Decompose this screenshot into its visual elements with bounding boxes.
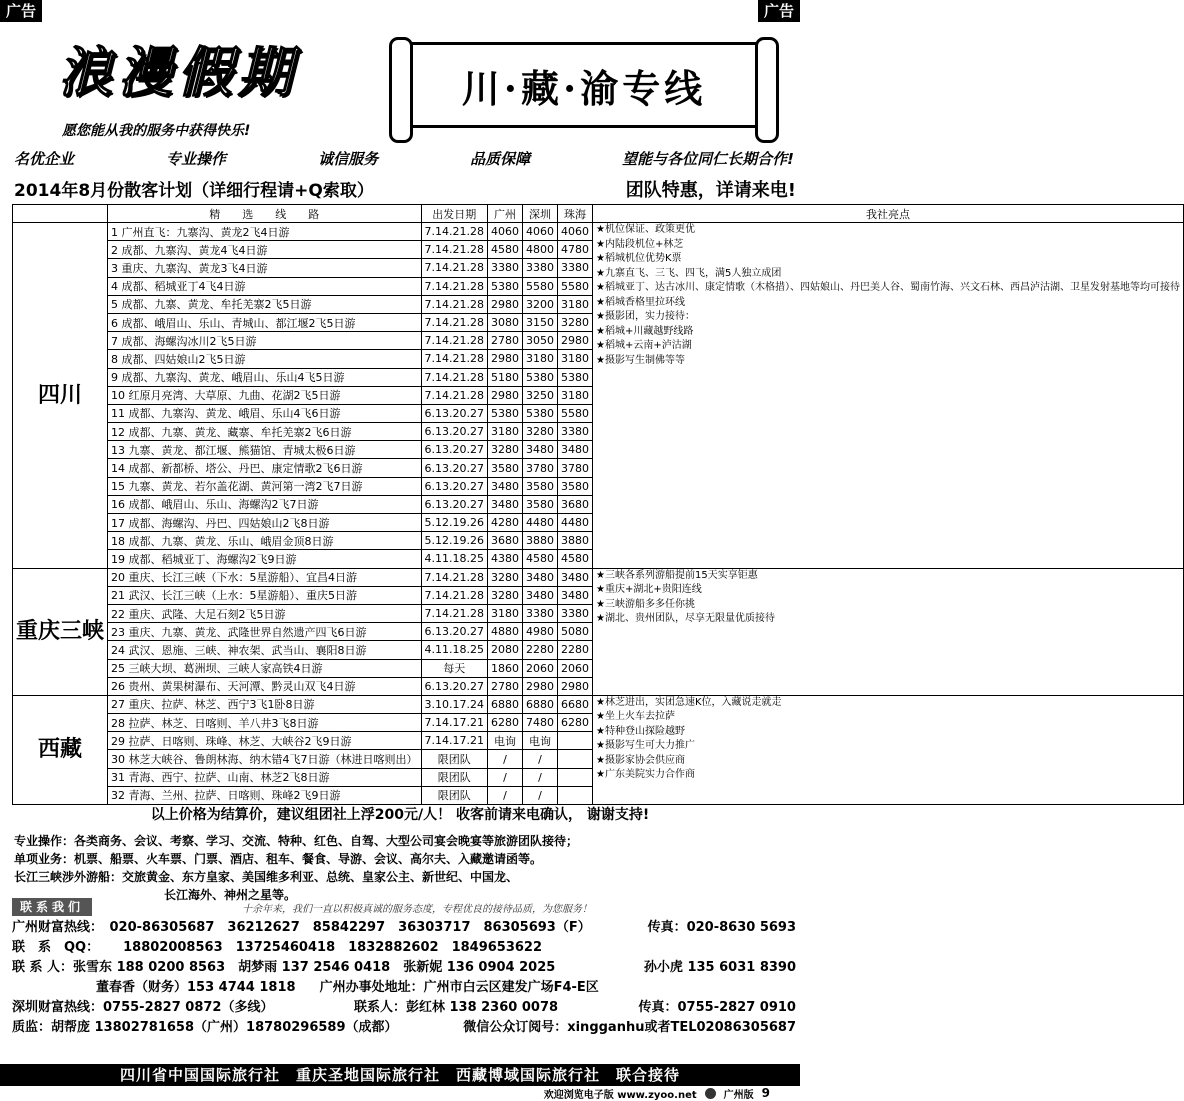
contact-people-2: 孙小虎 135 6031 8390 (643, 960, 796, 975)
gz-cell: 3280 (488, 586, 523, 604)
zh-cell: 3480 (558, 586, 593, 604)
footer-edition: 广州版 (723, 1089, 754, 1101)
hotline: 广州财富热线： 020-86305687 36212627 85842297 36303717 86305693（F） (12, 920, 591, 935)
date-cell: 7.14.21.28 (421, 223, 487, 241)
date-cell: 6.13.20.27 (421, 495, 487, 513)
sz-cell: 2980 (523, 677, 558, 695)
brand-logo: 浪漫假期 (58, 40, 298, 104)
highlight-item: ★稻城亚丁、达古冰川、康定情歌（木格措）、四姑娘山、丹巴美人谷、蜀南竹海、兴文石林、西昌泸沽湖、卫星发射基地等均可接待 (596, 282, 1180, 293)
footer-logo-icon (705, 1088, 716, 1099)
zh-cell: 3480 (558, 568, 593, 586)
zh-cell: 5580 (558, 404, 593, 422)
zh-cell: 6680 (558, 695, 593, 713)
sz-cell: 7480 (523, 714, 558, 732)
business-professional: 专业操作：各类商务、会议、考察、学习、交流、特种、红色、自驾、大型公司宴会晚宴等旅游团队接待； (14, 834, 579, 848)
group-header (13, 205, 108, 223)
highlight-item: ★机位保证、政策更优 (596, 224, 695, 235)
sz-hotline: 深圳财富热线：0755-2827 0872（多线） (12, 1000, 274, 1015)
highlight-item: ★特种登山探险越野 (596, 725, 685, 737)
zh-cell (558, 768, 593, 786)
zh-cell: 3680 (558, 495, 593, 513)
table-row (13, 568, 1184, 586)
sz-cell: 3250 (523, 386, 558, 404)
date-cell: 7.14.21.28 (421, 241, 487, 259)
gz-cell: 3580 (488, 459, 523, 477)
sz-cell: 3780 (523, 459, 558, 477)
sz-cell: 4800 (523, 241, 558, 259)
sz-cell: 5380 (523, 368, 558, 386)
gz-cell: 3180 (488, 604, 523, 622)
date-cell: 5.12.19.26 (421, 532, 487, 550)
feature-list (14, 148, 794, 169)
zh-cell: 3180 (558, 386, 593, 404)
sz-cell: 3480 (523, 586, 558, 604)
date-cell: 每天 (421, 659, 487, 677)
highlight-item: ★湖北、贵州团队，尽享无限量优质接待 (596, 613, 775, 625)
gz-cell: 3480 (488, 477, 523, 495)
date-cell: 7.14.21.28 (421, 350, 487, 368)
gz-header: 广州 (488, 205, 523, 223)
gz-cell: 2080 (488, 641, 523, 659)
sz-header: 深圳 (523, 205, 558, 223)
date-cell: 4.11.18.25 (421, 641, 487, 659)
table-row (13, 223, 1184, 241)
zh-cell: 3180 (558, 295, 593, 313)
contact-header: 联系我们 (12, 898, 92, 916)
route-cell: 3 重庆、九寨沟、黄龙3飞4日游 (108, 259, 422, 277)
gz-cell: 2980 (488, 350, 523, 368)
date-cell: 7.14.21.28 (421, 568, 487, 586)
hotline-row (12, 918, 796, 938)
sz-cell: 4980 (523, 623, 558, 641)
sz-row (12, 998, 796, 1018)
headline (14, 176, 796, 202)
qq-numbers: 18802008563 13725460418 1832882602 1849653622 (123, 940, 543, 955)
feature-item: 望能与各位同仁长期合作! (622, 150, 794, 168)
date-cell: 7.14.21.28 (421, 313, 487, 331)
gz-cell: 6880 (488, 695, 523, 713)
sz-cell: 6880 (523, 695, 558, 713)
gz-cell: 2780 (488, 677, 523, 695)
sz-cell: 3050 (523, 332, 558, 350)
contacts-section (12, 918, 796, 1038)
route-cell: 19 成都、稻城亚丁、海螺沟2飞9日游 (108, 550, 422, 568)
gz-cell: 4060 (488, 223, 523, 241)
banner-scroll (398, 42, 770, 128)
route-cell: 5 成都、九寨、黄龙、牟托羌寨2飞5日游 (108, 295, 422, 313)
highlight-item: ★坐上火车去拉萨 (596, 711, 675, 723)
sz-cell: / (523, 786, 558, 804)
route-cell: 23 重庆、九寨、黄龙、武隆世界自然遗产四飞6日游 (108, 623, 422, 641)
headline-team: 团队特惠，详请来电! (625, 180, 796, 201)
route-cell: 8 成都、四姑娘山2飞5日游 (108, 350, 422, 368)
gz-cell: 4880 (488, 623, 523, 641)
route-cell: 14 成都、新都桥、塔公、丹巴、康定情歌2飞6日游 (108, 459, 422, 477)
gz-cell: 4380 (488, 550, 523, 568)
gz-cell: 2780 (488, 332, 523, 350)
gz-cell: 3080 (488, 313, 523, 331)
gz-cell: 2980 (488, 295, 523, 313)
sz-cell: 3480 (523, 568, 558, 586)
sz-cell: 3180 (523, 350, 558, 368)
date-cell: 7.14.21.28 (421, 586, 487, 604)
highlight-item: ★摄影家协会供应商 (596, 754, 685, 766)
route-cell: 15 九寨、黄龙、若尔盖花湖、黄河第一湾2飞7日游 (108, 477, 422, 495)
gz-cell: 5380 (488, 277, 523, 295)
highlight-item: ★摄影团，实力接待： (596, 311, 695, 322)
highlight-item: ★九寨直飞、三飞、四飞，满5人独立成团 (596, 267, 782, 279)
sz-cell: 3380 (523, 259, 558, 277)
feature-item: 名优企业 (14, 150, 75, 168)
gz-cell: 3480 (488, 495, 523, 513)
date-cell: 6.13.20.27 (421, 623, 487, 641)
region-label: 重庆三峡 (13, 568, 108, 695)
business-cruise: 长江三峡涉外游船：交旅黄金、东方皇家、美国维多利亚、总统、皇家公主、新世纪、中国龙、 (14, 870, 519, 884)
table-header-row (13, 205, 1184, 223)
route-cell: 17 成都、海螺沟、丹巴、四姑娘山2飞8日游 (108, 514, 422, 532)
finance-contact: 董春香（财务）153 4744 1818 (96, 980, 296, 995)
zh-cell: 2980 (558, 332, 593, 350)
route-price-table (12, 204, 1184, 805)
qq-row (12, 938, 796, 958)
sz-cell: 电询 (523, 732, 558, 750)
gz-cell: 3280 (488, 441, 523, 459)
feature-item: 专业操作 (166, 150, 227, 168)
route-cell: 21 武汉、长江三峡（上水：5星游船）、重庆5日游 (108, 586, 422, 604)
route-cell: 22 重庆、武隆、大足石刻2飞5日游 (108, 604, 422, 622)
slogan: 愿您能从我的服务中获得快乐! (62, 123, 251, 139)
highlights-cell (593, 695, 1184, 804)
zh-cell: 3580 (558, 477, 593, 495)
highlight-item: ★稻城机位优势K票 (596, 253, 682, 264)
table-row (13, 695, 1184, 713)
route-cell: 32 青海、兰州、拉萨、日喀则、珠峰2飞9日游 (108, 786, 422, 804)
highlights-cell (593, 223, 1184, 569)
sz-cell: 3280 (523, 423, 558, 441)
gz-cell: 6280 (488, 714, 523, 732)
highlight-item: ★内陆段机位+林芝 (596, 238, 684, 250)
route-cell: 24 武汉、恩施、三峡、神农架、武当山、襄阳8日游 (108, 641, 422, 659)
sz-fax: 传真：0755-2827 0910 (638, 1000, 796, 1015)
date-cell: 6.13.20.27 (421, 677, 487, 695)
date-header: 出发日期 (421, 205, 487, 223)
highlight-item: ★三峡游船多多任你挑 (596, 598, 695, 610)
highlight-item: ★重庆+湖北+贵阳连线 (596, 584, 702, 596)
zh-cell: 5380 (558, 368, 593, 386)
date-cell: 4.11.18.25 (421, 550, 487, 568)
gz-cell: 5180 (488, 368, 523, 386)
contact-motto: 十余年来，我们一直以积极真诚的服务态度，专程优良的接待品质，为您服务！ (242, 903, 593, 915)
wechat-contact: 微信公众订阅号：xingganhu或者TEL02086305687 (463, 1020, 796, 1035)
date-cell: 限团队 (421, 768, 487, 786)
qc-contact: 质监：胡帮庞 13802781658（广州）18780296589（成都） (12, 1020, 398, 1035)
agency-bar: 四川省中国国际旅行社 重庆圣地国际旅行社 西藏博域国际旅行社 联合接待 (0, 1064, 800, 1086)
business-cruise-2: 长江海外、神州之星等。 (164, 888, 297, 902)
region-label: 四川 (13, 223, 108, 569)
date-cell: 6.13.20.27 (421, 423, 487, 441)
sz-cell: 4480 (523, 514, 558, 532)
route-cell: 30 林芝大峡谷、鲁朗林海、纳木错4飞7日游（林进日喀则出） (108, 750, 422, 768)
route-cell: 6 成都、峨眉山、乐山、青城山、都江堰2飞5日游 (108, 313, 422, 331)
zh-cell: 2060 (558, 659, 593, 677)
zh-cell: 6280 (558, 714, 593, 732)
gz-cell: 3680 (488, 532, 523, 550)
zh-cell: 5580 (558, 277, 593, 295)
gz-cell: / (488, 786, 523, 804)
route-cell: 26 贵州、黄果树瀑布、天河潭、黔灵山双飞4日游 (108, 677, 422, 695)
route-cell: 10 红原月亮湾、大草原、九曲、花湖2飞5日游 (108, 386, 422, 404)
gz-cell: 2980 (488, 386, 523, 404)
route-cell: 25 三峡大坝、葛洲坝、三峡人家高铁4日游 (108, 659, 422, 677)
route-cell: 16 成都、峨眉山、乐山、海螺沟2飞7日游 (108, 495, 422, 513)
date-cell: 5.12.19.26 (421, 514, 487, 532)
banner-title: 川·藏·渝专线 (461, 65, 707, 111)
feature-item: 品质保障 (470, 150, 531, 168)
zh-cell: 4060 (558, 223, 593, 241)
zh-cell: 3380 (558, 259, 593, 277)
gz-cell: 3380 (488, 259, 523, 277)
date-cell: 7.14.21.28 (421, 259, 487, 277)
date-cell: 7.14.21.28 (421, 277, 487, 295)
highlight-item: ★稻城+云南+泸沽湖 (596, 340, 692, 351)
zh-header: 珠海 (558, 205, 593, 223)
zh-cell: 4780 (558, 241, 593, 259)
gz-cell: 1860 (488, 659, 523, 677)
zh-cell: 3480 (558, 441, 593, 459)
contact-people-row (12, 958, 796, 978)
sz-cell: 2060 (523, 659, 558, 677)
date-cell: 3.10.17.24 (421, 695, 487, 713)
sz-cell: 3580 (523, 477, 558, 495)
qc-row (12, 1018, 796, 1038)
business-section (14, 832, 794, 904)
gz-cell: / (488, 768, 523, 786)
gz-cell: 4280 (488, 514, 523, 532)
qq-label: 联 系 QQ： (12, 940, 100, 955)
highlights-cell (593, 568, 1184, 695)
gz-cell: 电询 (488, 732, 523, 750)
date-cell: 7.14.17.21 (421, 714, 487, 732)
route-cell: 31 青海、西宁、拉萨、山南、林芝2飞8日游 (108, 768, 422, 786)
zh-cell (558, 786, 593, 804)
zh-cell: 3280 (558, 313, 593, 331)
zh-cell: 3880 (558, 532, 593, 550)
sz-cell: / (523, 768, 558, 786)
fax: 传真：020-8630 5693 (647, 920, 796, 935)
highlight-item: ★摄影写生可大力推广 (596, 740, 695, 752)
date-cell: 6.13.20.27 (421, 477, 487, 495)
highlight-item: ★林芝进出，实团急速K位，入藏说走就走 (596, 696, 782, 708)
ad-label-right: 广告 (758, 0, 800, 22)
date-cell: 7.14.21.28 (421, 295, 487, 313)
sz-cell: 3380 (523, 604, 558, 622)
route-cell: 12 成都、九寨、黄龙、藏寨、牟托羌寨2飞6日游 (108, 423, 422, 441)
zh-cell: 3380 (558, 604, 593, 622)
route-cell: 27 重庆、拉萨、林芝、西宁3飞1卧8日游 (108, 695, 422, 713)
footer-text: 欢迎浏览电子版 www.zyoo.net (543, 1089, 697, 1101)
gz-cell: 3280 (488, 568, 523, 586)
page-footer (0, 1086, 800, 1100)
highlight-item: ★摄影写生制佛等等 (596, 354, 685, 366)
date-cell: 6.13.20.27 (421, 441, 487, 459)
highlight-item: ★三峡各系列游船提前15天实享钜惠 (596, 569, 758, 581)
date-cell: 6.13.20.27 (421, 404, 487, 422)
route-cell: 28 拉萨、林芝、日喀则、羊八井3飞8日游 (108, 714, 422, 732)
highlight-item: ★稻城香格里拉环线 (596, 296, 685, 308)
gz-cell: 3180 (488, 423, 523, 441)
gz-cell: 5380 (488, 404, 523, 422)
route-cell: 4 成都、稻城亚丁4飞4日游 (108, 277, 422, 295)
route-cell: 9 成都、九寨沟、黄龙、峨眉山、乐山4飞5日游 (108, 368, 422, 386)
business-single: 单项业务：机票、船票、火车票、门票、酒店、租车、餐食、导游、会议、高尔夫、入藏邀请函等。 (14, 852, 543, 866)
office-address: 广州办事处地址：广州市白云区建发广场F4-E区 (319, 980, 599, 995)
highlight-item: ★稻城+川藏越野线路 (596, 325, 694, 337)
sz-cell: 2280 (523, 641, 558, 659)
route-cell: 29 拉萨、日喀则、珠峰、林芝、大峡谷2飞9日游 (108, 732, 422, 750)
route-cell: 1 广州直飞：九寨沟、黄龙2飞4日游 (108, 223, 422, 241)
sz-cell: 3200 (523, 295, 558, 313)
route-cell: 18 成都、九寨、黄龙、乐山、峨眉金顶8日游 (108, 532, 422, 550)
region-label: 西藏 (13, 695, 108, 804)
date-cell: 7.14.21.28 (421, 386, 487, 404)
page-number: 9 (761, 1086, 770, 1100)
date-cell: 7.14.17.21 (421, 732, 487, 750)
price-note: 以上价格为结算价，建议组团社上浮200元/人！ 收客前请来电确认， 谢谢支持! (150, 807, 650, 823)
sz-cell: 4060 (523, 223, 558, 241)
zh-cell: 2980 (558, 677, 593, 695)
route-cell: 13 九寨、黄龙、都江堰、熊猫馆、青城太极6日游 (108, 441, 422, 459)
zh-cell (558, 750, 593, 768)
sz-cell: 3880 (523, 532, 558, 550)
finance-row (12, 978, 796, 998)
ad-label-left: 广告 (0, 0, 42, 22)
sz-cell: 3580 (523, 495, 558, 513)
date-cell: 7.14.21.28 (421, 368, 487, 386)
sz-cell: 5580 (523, 277, 558, 295)
zh-cell (558, 732, 593, 750)
route-cell: 20 重庆、长江三峡（下水：5星游船）、宜昌4日游 (108, 568, 422, 586)
sz-cell: 3150 (523, 313, 558, 331)
highlight-item: ★广东美院实力合作商 (596, 769, 695, 781)
sz-cell: 3480 (523, 441, 558, 459)
date-cell: 限团队 (421, 786, 487, 804)
route-cell: 11 成都、九寨沟、黄龙、峨眉、乐山4飞6日游 (108, 404, 422, 422)
zh-cell: 5080 (558, 623, 593, 641)
route-header: 精 选 线 路 (108, 205, 422, 223)
route-cell: 7 成都、海螺沟冰川2飞5日游 (108, 332, 422, 350)
date-cell: 限团队 (421, 750, 487, 768)
sz-cell: / (523, 750, 558, 768)
route-cell: 2 成都、九寨沟、黄龙4飞4日游 (108, 241, 422, 259)
contact-people: 联 系 人：张雪东 188 0200 8563 胡梦雨 137 2546 0418 张新妮 136 0904 2025 (12, 960, 556, 975)
sz-cell: 4580 (523, 550, 558, 568)
sz-person: 联系人：彭红林 138 2360 0078 (353, 1000, 559, 1015)
date-cell: 6.13.20.27 (421, 459, 487, 477)
feature-item: 诚信服务 (318, 150, 379, 168)
zh-cell: 3380 (558, 423, 593, 441)
date-cell: 7.14.21.28 (421, 604, 487, 622)
zh-cell: 4580 (558, 550, 593, 568)
gz-cell: 4580 (488, 241, 523, 259)
sz-cell: 5380 (523, 404, 558, 422)
zh-cell: 3180 (558, 350, 593, 368)
zh-cell: 2280 (558, 641, 593, 659)
contact-bar (12, 898, 796, 916)
date-cell: 7.14.21.28 (421, 332, 487, 350)
gz-cell: / (488, 750, 523, 768)
points-header: 我社亮点 (593, 205, 1184, 223)
headline-plan: 2014年8月份散客计划（详细行程请+Q索取） (14, 181, 374, 201)
zh-cell: 3780 (558, 459, 593, 477)
zh-cell: 4480 (558, 514, 593, 532)
